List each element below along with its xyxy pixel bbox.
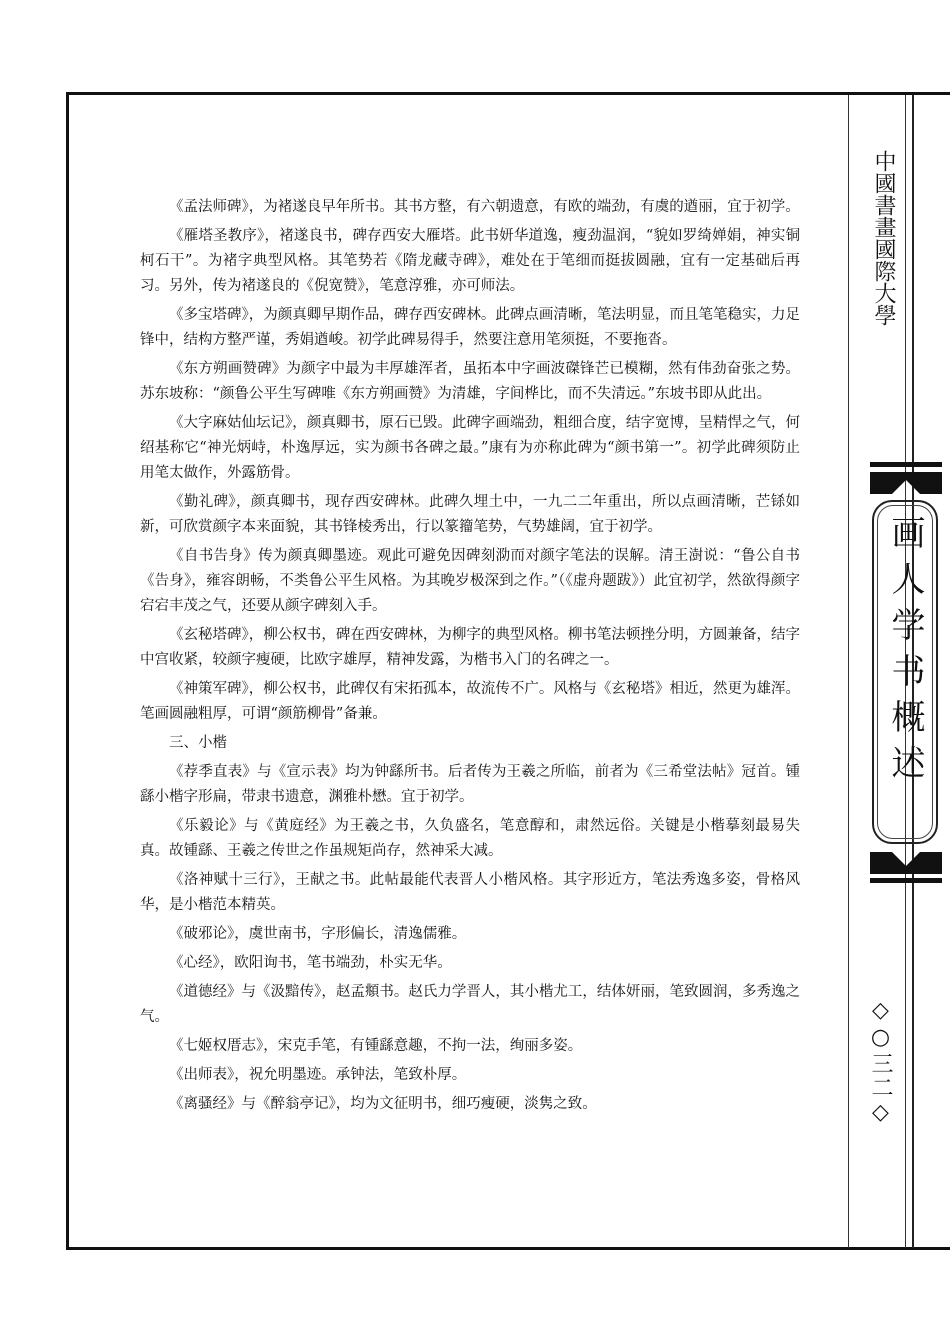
cartouche-bottom-ornament: [870, 846, 942, 874]
margin-rule: [848, 95, 849, 1248]
paragraph: 《洛神赋十三行》，王献之书。此帖最能代表晋人小楷风格。其字形近方，笔法秀逸多姿，骨格风华，是小楷范本精英。: [140, 872, 800, 913]
paragraph: 《勤礼碑》，颜真卿书，现存西安碑林。此碑久埋土中，一九二二年重出，所以点画清晰，芒铩如新，可欣赏颜字本来面貌，其书锋棱秀出，行以篆籀笔势，气势雄阔，宜于初学。: [140, 494, 800, 535]
paragraph: 《荐季直表》与《宣示表》均为钟繇所书。后者传为王羲之所临，前者为《三希堂法帖》冠首。锺繇小楷字形扁，带隶书遗意，渊雅朴懋。宜于初学。: [140, 764, 800, 805]
cartouche-top-ornament: [870, 472, 942, 500]
paragraph: 《孟法师碑》，为褚遂良早年所书。其书方整，有六朝遗意，有欧的端劲，有虞的遒丽，宜于初学。: [169, 199, 800, 215]
paragraph: 《出师表》，祝允明墨迹。承钟法，笔致朴厚。: [169, 1067, 467, 1083]
vertical-header-title: 中國書畫國際大學: [871, 150, 896, 326]
paragraph: 《东方朔画赞碑》为颜字中最为丰厚雄浑者，虽拓本中字画波磔锋芒已模糊，然有伟劲奋张之势。苏东坡称：“颜鲁公平生写碑唯《东方朔画赞》为清雄，字间桦比，而不失清远。”东坡书即从此出。: [140, 361, 800, 402]
paragraph: 《乐毅论》与《黄庭经》为王羲之书，久负盛名，笔意醇和，肃然远俗。关键是小楷摹刻最易失真。故锺繇、王羲之传世之作虽规矩尚存，然神采大减。: [140, 818, 800, 859]
subheading: 三、小楷: [169, 735, 227, 751]
body-text: [140, 195, 800, 1121]
paragraph: 《心经》，欧阳询书，笔书端劲，朴实无华。: [169, 955, 452, 971]
page-number: ◇○三二◇: [868, 998, 893, 1127]
cartouche-bottom-bar: [870, 878, 942, 883]
paragraph: 《多宝塔碑》，为颜真卿早期作品，碑存西安碑林。此碑点画清晰，笔法明显，而且笔笔稳实，力足锋中，结构方整严谨，秀娟遒峻。初学此碑易得手，然要注意用笔须挺，不要拖沓。: [140, 307, 800, 348]
paragraph: 《破邪论》，虞世南书，字形偏长，清逸儒雅。: [169, 926, 467, 942]
section-title: 画人学书概述: [885, 515, 925, 791]
paragraph: 《雁塔圣教序》，褚遂良书，碑存西安大雁塔。此书妍华道逸，瘦劲温润，“貌如罗绮婵娟，神实铜柯石干”。为褚字典型风格。其笔势若《隋龙藏寺碑》，难处在于笔细而挺拔圆融，宜有一定基础后再习。另外，传为褚遂良的《倪宽赞》，笔意淳雅，亦可师法。: [140, 228, 800, 294]
paragraph: 《神策军碑》，柳公权书，此碑仅有宋拓孤本，故流传不广。风格与《玄秘塔》相近，然更为雄浑。笔画圆融粗厚，可谓“颜筋柳骨”备兼。: [140, 681, 800, 722]
paragraph: 《道德经》与《汲黯传》，赵孟頫书。赵氏力学晋人，其小楷尤工，结体妍丽，笔致圆润，多秀逸之气。: [140, 984, 800, 1025]
cartouche-top-bar: [870, 462, 942, 467]
paragraph: 《自书告身》传为颜真卿墨迹。观此可避免因碑刻泐而对颜字笔法的误解。清王澍说：“鲁公自书《告身》，雍容朗畅，不类鲁公平生风格。为其晚岁极深到之作。”（《虚舟题跋》）此宜初学，然欲得颜字宕宕丰茂之气，还要从颜字碑刻入手。: [140, 548, 800, 614]
paragraph: 《大字麻姑仙坛记》，颜真卿书，原石已毁。此碑字画端劲，粗细合度，结字宽博，呈精悍之气，何绍基称它“神光炳峙，朴逸厚远，实为颜书各碑之最。”康有为亦称此碑为“颜书第一”。初学此碑须防止用笔太做作，外露筋骨。: [140, 415, 800, 481]
paragraph: 《七姬权厝志》，宋克手笔，有锺繇意趣，不拘一法，绚丽多姿。: [169, 1038, 583, 1054]
paragraph: 《玄秘塔碑》，柳公权书，碑在西安碑林，为柳字的典型风格。柳书笔法顿挫分明，方圆兼备，结字中宫收紧，较颜字瘦硬，比欧字雄厚，精神发露，为楷书入门的名碑之一。: [140, 627, 800, 668]
paragraph: 《离骚经》与《醉翁亭记》，均为文征明书，细巧瘦硬，淡隽之致。: [169, 1096, 597, 1112]
